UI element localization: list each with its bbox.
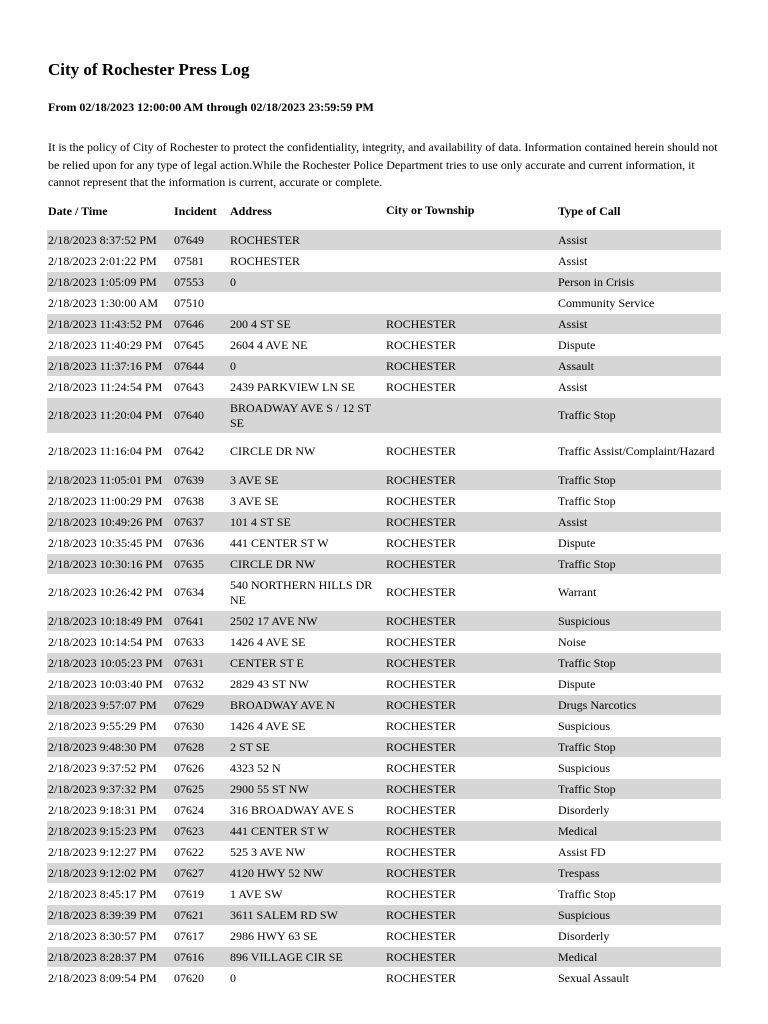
cell-city: ROCHESTER xyxy=(386,379,457,394)
cell-incident: 07642 xyxy=(174,444,204,459)
table-row xyxy=(47,632,721,653)
cell-date-time: 2/18/2023 8:45:17 PM xyxy=(48,886,157,901)
cell-type-of-call: Noise xyxy=(558,634,586,649)
cell-city: ROCHESTER xyxy=(385,779,557,800)
cell-date-time: 2/18/2023 8:28:37 PM xyxy=(47,947,173,968)
table-row xyxy=(47,758,721,779)
cell-city: ROCHESTER xyxy=(385,653,557,674)
table-row xyxy=(47,293,721,314)
cell-type-of-call: Suspicious xyxy=(558,760,611,775)
table-row xyxy=(47,800,721,821)
cell-date-time: 2/18/2023 8:39:39 PM xyxy=(47,905,173,926)
cell-date-time: 2/18/2023 8:30:57 PM xyxy=(48,928,157,943)
cell-address: 441 CENTER ST W xyxy=(229,821,385,842)
cell-type-of-call: Assist xyxy=(557,314,721,335)
cell-address: 4120 HWY 52 NW xyxy=(229,863,385,884)
cell-city: ROCHESTER xyxy=(385,611,557,632)
policy-statement: It is the policy of City of Rochester to protect the confidentiality, integrity, and availability of data. Information contained herein should not be relied upon for any type of legal action.While the Rochester Police Department tries to use only accurate and current information, it cannot represent that the information is current, accurate or complete. xyxy=(48,140,718,189)
cell-date-time: 2/18/2023 11:40:29 PM xyxy=(48,337,163,352)
cell-date-time: 2/18/2023 9:55:29 PM xyxy=(48,718,157,733)
cell-date-time: 2/18/2023 10:26:42 PM xyxy=(48,585,163,600)
cell-incident: 07639 xyxy=(173,470,229,491)
cell-city: ROCHESTER xyxy=(385,512,557,533)
cell-date-time: 2/18/2023 10:30:16 PM xyxy=(47,554,173,575)
press-log-table xyxy=(47,192,721,989)
table-row xyxy=(47,512,721,533)
date-range: From 02/18/2023 12:00:00 AM through 02/18/2023 23:59:59 PM xyxy=(48,100,374,114)
cell-type-of-call: Medical xyxy=(557,947,721,968)
table-row xyxy=(47,905,721,926)
cell-address: ROCHESTER xyxy=(230,253,301,268)
cell-city: ROCHESTER xyxy=(385,821,557,842)
table-row xyxy=(47,470,721,491)
cell-type-of-call: Medical xyxy=(557,821,721,842)
cell-incident: 07634 xyxy=(174,585,204,600)
table-row xyxy=(47,335,721,356)
cell-address: 101 4 ST SE xyxy=(229,512,385,533)
cell-city xyxy=(385,251,557,272)
cell-city xyxy=(385,272,557,293)
cell-date-time: 2/18/2023 10:35:45 PM xyxy=(48,535,163,550)
cell-incident: 07635 xyxy=(173,554,229,575)
cell-address: 1 AVE SW xyxy=(230,886,283,901)
cell-type-of-call: Dispute xyxy=(558,676,596,691)
cell-date-time: 2/18/2023 9:18:31 PM xyxy=(48,802,157,817)
cell-type-of-call: Suspicious xyxy=(557,905,721,926)
table-row xyxy=(47,842,721,863)
cell-incident: 07636 xyxy=(174,535,204,550)
cell-date-time: 2/18/2023 10:05:23 PM xyxy=(47,653,173,674)
cell-date-time: 2/18/2023 1:30:00 AM xyxy=(48,295,159,310)
cell-type-of-call: Traffic Assist/Complaint/Hazard xyxy=(558,444,715,459)
cell-incident: 07581 xyxy=(174,253,204,268)
cell-address: 1426 4 AVE SE xyxy=(230,634,306,649)
cell-incident: 07622 xyxy=(174,844,204,859)
cell-date-time: 2/18/2023 2:01:22 PM xyxy=(48,253,157,268)
table-row xyxy=(47,491,721,512)
cell-incident: 07638 xyxy=(174,493,204,508)
cell-address: 4323 52 N xyxy=(230,760,281,775)
cell-type-of-call: Traffic Stop xyxy=(558,493,616,508)
cell-address: 0 xyxy=(230,970,236,985)
cell-date-time: 2/18/2023 8:37:52 PM xyxy=(47,230,173,251)
cell-city: ROCHESTER xyxy=(385,947,557,968)
table-row xyxy=(47,434,721,470)
cell-type-of-call: Assist xyxy=(558,379,588,394)
cell-city: ROCHESTER xyxy=(385,356,557,377)
cell-type-of-call: Assist FD xyxy=(558,844,606,859)
cell-type-of-call: Traffic Stop xyxy=(557,470,721,491)
cell-date-time: 2/18/2023 11:43:52 PM xyxy=(47,314,173,335)
cell-incident: 07646 xyxy=(173,314,229,335)
cell-city xyxy=(385,230,557,251)
cell-address xyxy=(229,293,385,314)
cell-incident: 07623 xyxy=(173,821,229,842)
cell-date-time: 2/18/2023 9:37:32 PM xyxy=(47,779,173,800)
table-row xyxy=(47,611,721,632)
cell-date-time: 2/18/2023 10:49:26 PM xyxy=(47,512,173,533)
header-incident: Incident xyxy=(174,203,217,218)
cell-incident: 07627 xyxy=(173,863,229,884)
cell-address: BROADWAY AVE S / 12 ST SE xyxy=(229,398,385,434)
table-row xyxy=(47,554,721,575)
cell-incident: 07624 xyxy=(174,802,204,817)
table-row xyxy=(47,653,721,674)
cell-type-of-call: Trespass xyxy=(557,863,721,884)
cell-incident: 07625 xyxy=(173,779,229,800)
cell-city: ROCHESTER xyxy=(386,718,457,733)
cell-incident: 07645 xyxy=(174,337,204,352)
table-body xyxy=(47,230,721,989)
table-row xyxy=(47,398,721,434)
cell-type-of-call: Assault xyxy=(557,356,721,377)
cell-city: ROCHESTER xyxy=(386,493,457,508)
table-row xyxy=(47,533,721,554)
cell-type-of-call: Suspicious xyxy=(558,718,611,733)
cell-city: ROCHESTER xyxy=(386,337,457,352)
table-row xyxy=(47,863,721,884)
cell-incident: 07628 xyxy=(173,737,229,758)
cell-city: ROCHESTER xyxy=(385,470,557,491)
cell-incident: 07616 xyxy=(173,947,229,968)
cell-address: 2986 HWY 63 SE xyxy=(230,928,318,943)
table-row xyxy=(47,251,721,272)
cell-city: ROCHESTER xyxy=(386,585,457,600)
cell-city: ROCHESTER xyxy=(386,444,457,459)
cell-type-of-call: Disorderly xyxy=(558,802,610,817)
header-type-of-call: Type of Call xyxy=(558,203,621,218)
cell-address: 525 3 AVE NW xyxy=(230,844,306,859)
cell-incident: 07621 xyxy=(173,905,229,926)
cell-date-time: 2/18/2023 11:37:16 PM xyxy=(47,356,173,377)
cell-city: ROCHESTER xyxy=(386,928,457,943)
table-row xyxy=(47,926,721,947)
cell-type-of-call: Suspicious xyxy=(557,611,721,632)
cell-incident: 07644 xyxy=(173,356,229,377)
cell-address: 441 CENTER ST W xyxy=(230,535,329,550)
cell-address: CENTER ST E xyxy=(229,653,385,674)
cell-type-of-call: Warrant xyxy=(558,585,597,600)
cell-address: CIRCLE DR NW xyxy=(229,554,385,575)
cell-type-of-call: Community Service xyxy=(558,295,655,310)
cell-incident: 07553 xyxy=(173,272,229,293)
cell-city xyxy=(385,293,557,314)
cell-date-time: 2/18/2023 9:12:27 PM xyxy=(48,844,157,859)
table-row xyxy=(47,884,721,905)
cell-city: ROCHESTER xyxy=(386,970,457,985)
table-row xyxy=(47,230,721,251)
cell-incident: 07510 xyxy=(174,295,204,310)
cell-type-of-call: Drugs Narcotics xyxy=(557,695,721,716)
cell-address: 2439 PARKVIEW LN SE xyxy=(230,379,356,394)
cell-address: 2829 43 ST NW xyxy=(230,676,309,691)
cell-incident: 07640 xyxy=(173,398,229,434)
table-row xyxy=(47,716,721,737)
cell-type-of-call: Traffic Stop xyxy=(557,779,721,800)
cell-address: 540 NORTHERN HILLS DR NE xyxy=(230,577,373,607)
table-row xyxy=(47,695,721,716)
cell-type-of-call: Sexual Assault xyxy=(558,970,629,985)
cell-incident: 07630 xyxy=(174,718,204,733)
cell-address: 2604 4 AVE NE xyxy=(230,337,308,352)
cell-date-time: 2/18/2023 11:24:54 PM xyxy=(48,379,163,394)
cell-city: ROCHESTER xyxy=(385,695,557,716)
cell-type-of-call: Dispute xyxy=(558,535,596,550)
cell-date-time: 2/18/2023 11:20:04 PM xyxy=(47,398,173,434)
table-row xyxy=(47,575,721,611)
cell-date-time: 2/18/2023 10:18:49 PM xyxy=(47,611,173,632)
cell-incident: 07637 xyxy=(173,512,229,533)
table-row xyxy=(47,272,721,293)
cell-incident: 07641 xyxy=(173,611,229,632)
cell-incident: 07626 xyxy=(174,760,204,775)
cell-date-time: 2/18/2023 11:16:04 PM xyxy=(48,444,163,459)
cell-city: ROCHESTER xyxy=(386,634,457,649)
table-row xyxy=(47,737,721,758)
cell-address: 316 BROADWAY AVE S xyxy=(230,802,354,817)
header-address: Address xyxy=(230,203,272,218)
cell-date-time: 2/18/2023 10:14:54 PM xyxy=(48,634,163,649)
table-header-row xyxy=(47,192,721,230)
cell-city: ROCHESTER xyxy=(385,554,557,575)
table-row xyxy=(47,821,721,842)
cell-address: 2900 55 ST NW xyxy=(229,779,385,800)
cell-date-time: 2/18/2023 9:57:07 PM xyxy=(47,695,173,716)
cell-date-time: 2/18/2023 9:15:23 PM xyxy=(47,821,173,842)
cell-incident: 07629 xyxy=(173,695,229,716)
cell-city: ROCHESTER xyxy=(386,802,457,817)
cell-address: 0 xyxy=(229,272,385,293)
header-date-time: Date / Time xyxy=(48,203,108,218)
cell-type-of-call: Person in Crisis xyxy=(557,272,721,293)
cell-address: CIRCLE DR NW xyxy=(230,444,316,459)
cell-city: ROCHESTER xyxy=(385,314,557,335)
cell-date-time: 2/18/2023 11:05:01 PM xyxy=(47,470,173,491)
cell-type-of-call: Traffic Stop xyxy=(558,886,616,901)
cell-address: 2 ST SE xyxy=(229,737,385,758)
cell-date-time: 2/18/2023 1:05:09 PM xyxy=(47,272,173,293)
cell-date-time: 2/18/2023 9:12:02 PM xyxy=(47,863,173,884)
cell-date-time: 2/18/2023 11:00:29 PM xyxy=(48,493,163,508)
cell-address: 1426 4 AVE SE xyxy=(230,718,306,733)
cell-date-time: 2/18/2023 10:03:40 PM xyxy=(48,676,163,691)
cell-address: 3 AVE SE xyxy=(229,470,385,491)
cell-address: 200 4 ST SE xyxy=(229,314,385,335)
cell-date-time: 2/18/2023 9:37:52 PM xyxy=(48,760,157,775)
cell-incident: 07643 xyxy=(174,379,204,394)
cell-type-of-call: Traffic Stop xyxy=(557,737,721,758)
cell-date-time: 2/18/2023 9:48:30 PM xyxy=(47,737,173,758)
cell-city: ROCHESTER xyxy=(386,844,457,859)
cell-address: 0 xyxy=(229,356,385,377)
header-city-township: City or Township xyxy=(386,202,475,217)
cell-type-of-call: Traffic Stop xyxy=(557,398,721,434)
cell-city xyxy=(385,398,557,434)
table-row xyxy=(47,947,721,968)
cell-city: ROCHESTER xyxy=(386,760,457,775)
cell-city: ROCHESTER xyxy=(386,535,457,550)
cell-incident: 07619 xyxy=(174,886,204,901)
cell-address: BROADWAY AVE N xyxy=(229,695,385,716)
cell-city: ROCHESTER xyxy=(386,676,457,691)
page-title: City of Rochester Press Log xyxy=(48,60,250,79)
cell-incident: 07631 xyxy=(173,653,229,674)
cell-type-of-call: Disorderly xyxy=(558,928,610,943)
cell-type-of-call: Traffic Stop xyxy=(557,653,721,674)
cell-city: ROCHESTER xyxy=(385,905,557,926)
cell-incident: 07617 xyxy=(174,928,204,943)
cell-type-of-call: Dispute xyxy=(558,337,596,352)
table-row xyxy=(47,779,721,800)
table-row xyxy=(47,377,721,398)
cell-incident: 07620 xyxy=(174,970,204,985)
cell-address: 896 VILLAGE CIR SE xyxy=(229,947,385,968)
cell-incident: 07632 xyxy=(174,676,204,691)
table-row xyxy=(47,356,721,377)
cell-type-of-call: Assist xyxy=(558,253,588,268)
table-row xyxy=(47,314,721,335)
cell-address: 3 AVE SE xyxy=(230,493,279,508)
cell-city: ROCHESTER xyxy=(385,737,557,758)
cell-city: ROCHESTER xyxy=(385,863,557,884)
cell-type-of-call: Traffic Stop xyxy=(557,554,721,575)
cell-type-of-call: Assist xyxy=(557,512,721,533)
cell-type-of-call: Assist xyxy=(557,230,721,251)
cell-address: 2502 17 AVE NW xyxy=(229,611,385,632)
cell-address: 3611 SALEM RD SW xyxy=(229,905,385,926)
cell-incident: 07649 xyxy=(173,230,229,251)
cell-date-time: 2/18/2023 8:09:54 PM xyxy=(48,970,157,985)
table-row xyxy=(47,674,721,695)
cell-city: ROCHESTER xyxy=(386,886,457,901)
cell-incident: 07633 xyxy=(174,634,204,649)
table-row xyxy=(47,968,721,989)
cell-address: ROCHESTER xyxy=(229,230,385,251)
